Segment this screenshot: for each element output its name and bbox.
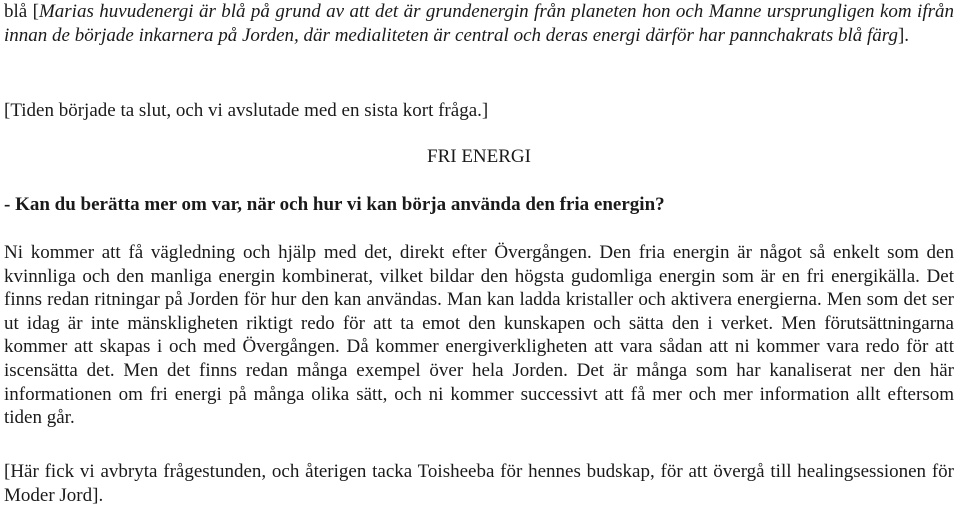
question-paragraph: - Kan du berätta mer om var, när och hur vi kan börja använda den fria energin?: [4, 194, 665, 215]
intro-italic-note: Marias huvudenergi är blå på grund av att det är grundenergin från planeten hon och Manne ursprungligen kom ifrån innan de började inkarnera på Jorden, där medialiteten är central och deras energi därför har pannchakrats blå färg: [4, 1, 954, 46]
closing-paragraph: [Här fick vi avbryta frågestunden, och återigen tacka Toisheeba för hennes budskap, för att övergå till healingsessionen för Moder Jord].: [4, 461, 954, 506]
intro-prefix: blå [: [4, 1, 39, 22]
section-heading: FRI ENERGI: [427, 146, 531, 167]
intro-suffix: ].: [897, 24, 910, 46]
time-note-paragraph: [Tiden började ta slut, och vi avslutade med en sista kort fråga.]: [4, 100, 489, 121]
intro-paragraph: [4, 0, 954, 47]
answer-paragraph: Ni kommer att få vägledning och hjälp med det, direkt efter Övergången. Den fria energin är något så enkelt som den kvinnliga och den manliga energin kombinerat, vilket bildar den högsta gudomliga energin som är en fri energikälla. Det finns redan ritningar på Jorden för hur den kan användas. Man kan ladda kristaller och aktivera energierna. Men som det ser ut idag är inte mänskligheten riktigt redo för att ta emot den kunskapen och sätta den i verket. Men förutsättningarna kommer att skapas i och med Övergången. Då kommer energiverkligheten att vara sådan att ni kommer vara redo för att iscensätta det. Men det finns redan många exempel över hela Jorden. Det är många som har kanaliserat ner den här informationen om fri energi på många olika sätt, och ni kommer successivt att få mer och mer information allt eftersom tiden går.: [4, 242, 954, 429]
